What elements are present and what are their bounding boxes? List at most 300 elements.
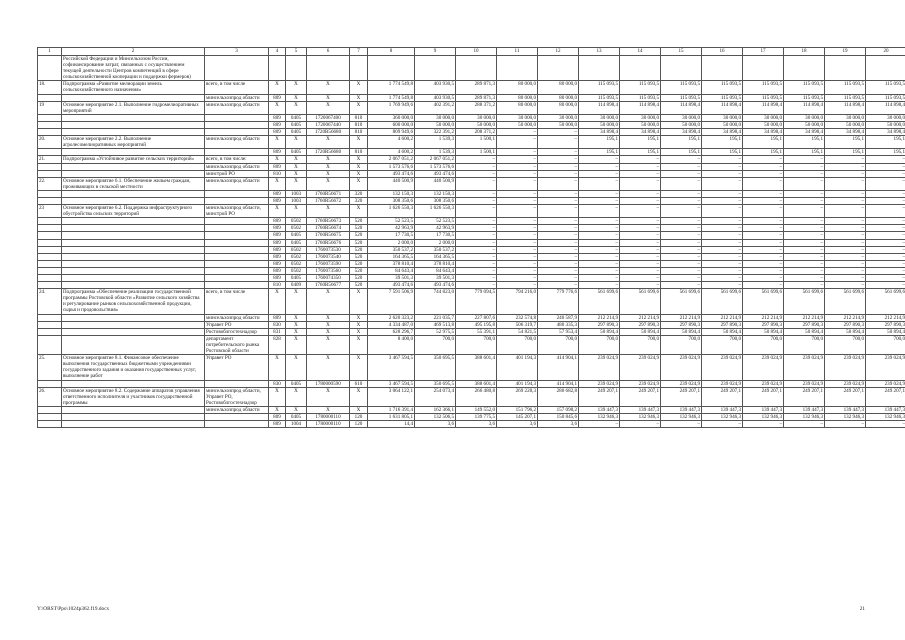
table-cell: 50 000,0 [456,121,497,128]
table-cell: – [743,421,784,428]
table-cell: 80 000,0 [538,94,579,101]
table-cell [62,190,205,197]
table-cell: – [743,232,784,239]
table-cell: – [825,282,866,289]
header-col-number: 1 [38,48,62,56]
header-col-number: 11 [497,48,538,56]
table-cell: 18. [38,81,62,94]
table-cell: 212 214,9 [784,314,825,321]
table-cell: 3 064 122,1 [368,387,415,406]
table-cell: 402 391,2 [415,101,456,114]
table-cell: – [538,149,579,156]
table-cell: 700,0 [620,335,661,354]
table-cell: 132 946,3 [661,413,702,420]
table-cell: 139 447,3 [661,406,702,413]
table-cell: – [661,282,702,289]
table-cell: 809 [269,121,286,128]
table-cell [38,56,62,81]
table-cell: 132 946,3 [579,413,620,420]
table-cell: 1003 [286,197,307,204]
table-cell: 297 890,3 [579,321,620,328]
table-cell: 1 626 550,3 [368,205,415,218]
table-cell: – [784,253,825,260]
table-cell: – [702,275,743,282]
table-cell: X [350,406,368,413]
table-cell: X [269,355,286,380]
table-cell: 50 894,4 [743,328,784,335]
table-cell: – [702,197,743,204]
table-row [38,246,905,253]
table-cell: 1720R56680 [307,149,350,156]
table-row [38,121,905,128]
table-cell: Основное мероприятие 8.1. Финансовое обеспечение выполнения государственных бюджетными учреждениями государственного задания и оказания государственных услуг, выполнение работ [62,355,205,380]
table-cell: 1760073530 [307,246,350,253]
table-cell: 297 890,3 [825,321,866,328]
table-cell: 212 214,9 [579,314,620,321]
table-cell: X [350,387,368,406]
table-cell [38,218,62,225]
table-cell: X [307,156,350,163]
table-cell: – [538,156,579,163]
table-cell: – [825,246,866,253]
table-cell: 700,0 [784,335,825,354]
table-cell: – [579,239,620,246]
table-cell: – [497,246,538,253]
table-cell: X [350,94,368,101]
table-cell: 1 774 549,8 [368,81,415,94]
table-cell: 7 591 506,9 [368,289,415,314]
table-cell [205,129,269,136]
table-row [38,314,905,321]
table-cell: X [269,406,286,413]
table-cell: – [784,170,825,177]
table-cell: 1720R56680 [307,129,350,136]
table-cell: 810 [350,129,368,136]
table-cell: – [784,232,825,239]
table-cell: 120 [350,421,368,428]
table-cell: 809 [269,163,286,170]
table-cell: 23 [38,205,62,218]
table-cell: X [286,314,307,321]
table-cell: 0405 [286,114,307,121]
table-cell: – [620,218,661,225]
table-cell: X [269,81,286,94]
table-cell: 1760073560 [307,267,350,274]
table-cell: 239 024,9 [825,355,866,380]
table-row [38,177,905,190]
table-cell: 440 500,9 [415,177,456,190]
table-row [38,253,905,260]
table-cell: 320 [350,190,368,197]
table-cell: 779 776,6 [538,289,579,314]
table-cell: – [866,275,905,282]
header-col-number: 3 [205,48,269,56]
table-cell [702,56,743,81]
table-cell [62,170,205,177]
table-cell: 1760074350 [307,275,350,282]
table-cell [38,246,62,253]
table-cell: 50 000,0 [825,121,866,128]
table-cell: 115 093,5 [620,94,661,101]
table-cell: – [866,267,905,274]
table-cell: 297 890,3 [702,321,743,328]
table-cell: – [661,260,702,267]
table-cell: – [579,190,620,197]
table-cell: X [350,205,368,218]
table-cell: X [286,94,307,101]
table-cell: – [743,197,784,204]
table-cell: – [743,177,784,190]
table-cell: 132 946,3 [825,413,866,420]
table-cell: – [702,225,743,232]
table-cell: 249 207,1 [825,387,866,406]
table-cell: X [269,387,286,406]
table-cell [205,190,269,197]
table-cell [205,149,269,156]
table-cell: Подпрограмма «Развитие мелиорации земель сельскохозяйственного назначения» [62,81,205,94]
table-cell [62,282,205,289]
table-cell: 493 474,6 [368,170,415,177]
table-cell: 50 000,0 [538,121,579,128]
table-cell: X [307,205,350,218]
table-row [38,335,905,354]
table-cell: 520 [350,275,368,282]
table-cell: 239 024,9 [661,355,702,380]
table-cell: – [866,205,905,218]
table-body [38,56,905,428]
table-cell: 249 207,1 [661,387,702,406]
table-cell: – [620,246,661,253]
table-cell: – [866,282,905,289]
table-cell: 20. [38,136,62,149]
table-cell: Основное мероприятие 2.2. Выполнение агролесомелиоративных мероприятий [62,136,205,149]
table-cell: 30 000,0 [620,114,661,121]
table-cell [38,239,62,246]
table-row [38,260,905,267]
table-cell [743,56,784,81]
table-cell: – [661,170,702,177]
table-cell: 120 [350,413,368,420]
table-cell: 157 098,2 [538,406,579,413]
table-cell: 132 150,3 [368,190,415,197]
table-cell: – [620,239,661,246]
table-cell: 266 480,8 [456,387,497,406]
table-cell: X [286,335,307,354]
table-cell: 809 [269,239,286,246]
table-cell: – [456,253,497,260]
table-cell: 80 000,0 [497,101,538,114]
file-path: Y:\ORST\Ppo\1024p362.f19.docx [37,606,110,612]
table-cell: 212 214,9 [866,314,905,321]
table-cell: 809 [269,197,286,204]
table-cell: 288 371,2 [456,101,497,114]
table-cell [38,260,62,267]
table-cell [38,232,62,239]
table-cell: – [456,239,497,246]
table-cell: 30 000,0 [497,114,538,121]
table-cell: – [538,136,579,149]
table-cell: – [784,156,825,163]
table-cell: 4 334 487,0 [368,321,415,328]
table-cell: 809 [269,218,286,225]
table-cell: 350 695,5 [415,355,456,380]
table-cell: 19 [38,101,62,114]
table-cell: – [497,253,538,260]
table-cell: – [825,177,866,190]
table-cell: 195,1 [702,149,743,156]
table-cell: Подпрограмма «Устойчивое развитие сельских территорий» [62,156,205,163]
table-row [38,239,905,246]
table-cell: X [286,406,307,413]
table-cell: – [579,275,620,282]
table-cell: 779 094,5 [456,289,497,314]
table-cell: 520 [350,246,368,253]
table-cell: – [620,275,661,282]
table-cell: 700,0 [538,335,579,354]
table-cell: 4 600,2 [368,136,415,149]
table-cell: X [350,177,368,190]
table-cell: X [307,94,350,101]
table-cell: X [350,170,368,177]
table-cell [38,335,62,354]
table-cell: минсельхозпрод области [205,314,269,321]
table-cell: – [661,232,702,239]
table-cell: – [456,260,497,267]
table-cell: Подпрограмма «Обеспечение реализации государственной программы Ростовской области «Развитие сельского хозяйства и регулирование рынков сельскохозяйственной продукции, сырья и продовольствия» [62,289,205,314]
table-cell: 809 [269,421,286,428]
table-cell: – [743,282,784,289]
table-cell: 297 890,3 [661,321,702,328]
table-cell [62,406,205,413]
table-cell [825,56,866,81]
table-cell: 388 601,4 [456,380,497,387]
table-cell: – [538,163,579,170]
table-cell: 2 000,0 [415,239,456,246]
table-cell [38,380,62,387]
table-cell: 30 000,0 [784,114,825,121]
table-cell: 115 093,5 [825,94,866,101]
table-cell: 289 871,3 [456,94,497,101]
table-cell: 30 000,0 [661,114,702,121]
table-cell: – [579,232,620,239]
table-cell [62,114,205,121]
table-cell: Ростовоблгостехнадзор [205,328,269,335]
table-cell [38,406,62,413]
table-cell: 50 000,0 [784,121,825,128]
table-cell: 239 024,9 [702,355,743,380]
table-cell: – [538,282,579,289]
table-cell: 26. [38,387,62,406]
table-cell: 115 093,5 [702,81,743,94]
table-cell: 809 [269,225,286,232]
table-cell: 80 000,0 [497,81,538,94]
table-cell: 34 898,4 [702,129,743,136]
table-cell: – [702,260,743,267]
table-cell: 561 699,6 [620,289,661,314]
table-cell: X [269,177,286,190]
table-cell: – [620,421,661,428]
table-cell: 810 [350,149,368,156]
table-row [38,170,905,177]
table-cell: 1760R56675 [307,232,350,239]
table-cell: 1760R56671 [307,190,350,197]
table-cell: 114 898,4 [866,101,905,114]
table-cell: 561 699,6 [866,289,905,314]
table-cell: 239 024,9 [579,355,620,380]
table-cell: – [702,156,743,163]
table-cell: 195,1 [743,149,784,156]
table-cell: – [579,218,620,225]
table-cell [38,282,62,289]
table-cell: 0502 [286,267,307,274]
table-cell [62,225,205,232]
table-cell: – [825,260,866,267]
table-cell: 132 946,3 [743,413,784,420]
table-cell: – [866,197,905,204]
table-cell [38,149,62,156]
table-cell: – [702,253,743,260]
table-cell: – [497,156,538,163]
table-cell [497,56,538,81]
table-cell: 1 716 391,4 [368,406,415,413]
table-cell [38,225,62,232]
table-cell: 700,0 [743,335,784,354]
table-cell: минсельхозпрод области [205,163,269,170]
table-cell: 700,0 [661,335,702,354]
table-cell: X [307,101,350,114]
table-cell: – [784,205,825,218]
table-cell: 139 447,3 [866,406,905,413]
table-cell: 350 537,2 [368,246,415,253]
table-cell: 139 447,3 [620,406,661,413]
table-cell: 42 963,9 [415,225,456,232]
table-cell: – [620,170,661,177]
table-cell: 195,1 [702,136,743,149]
table-cell: – [866,260,905,267]
table-cell: 114 898,4 [620,101,661,114]
table-cell: – [784,239,825,246]
table-cell: 50 894,4 [620,328,661,335]
table-cell: 520 [350,282,368,289]
table-cell: 195,1 [579,149,620,156]
table-cell: – [497,239,538,246]
table-cell [38,190,62,197]
table-cell: – [456,225,497,232]
table-cell: – [661,190,702,197]
table-row [38,421,905,428]
table-cell: 50 894,4 [661,328,702,335]
table-cell: 1780000110 [307,413,350,420]
table-cell: 50 000,0 [415,121,456,128]
table-cell: X [269,289,286,314]
table-cell: – [579,163,620,170]
table-cell: 520 [350,239,368,246]
table-cell: 30 000,0 [538,114,579,121]
table-cell: – [579,170,620,177]
table-cell: 830 [269,321,286,328]
table-cell: – [661,246,702,253]
table-cell: 139 447,3 [784,406,825,413]
table-cell: – [497,218,538,225]
table-cell: 809 [269,114,286,121]
table-cell: 2 067 051,2 [415,156,456,163]
table-cell: – [497,170,538,177]
table-cell: – [456,177,497,190]
table-cell: – [620,267,661,274]
table-cell: – [620,197,661,204]
table-row [38,267,905,274]
table-cell: 700,0 [579,335,620,354]
table-cell: – [620,205,661,218]
table-cell: 1760R56677 [307,282,350,289]
table-cell: минсельхозпрод области, Управет РО, Ростовоблгостехнадзор [205,387,269,406]
table-cell [38,413,62,420]
table-cell: 610 [350,380,368,387]
table-cell: – [661,205,702,218]
table-cell: 809 [269,253,286,260]
header-col-number: 13 [579,48,620,56]
table-cell: 17 730,5 [368,232,415,239]
table-cell: 0502 [286,260,307,267]
table-cell: – [538,267,579,274]
table-cell [38,314,62,321]
table-cell: 39 501,3 [368,275,415,282]
table-cell: 195,1 [743,136,784,149]
table-cell [62,380,205,387]
table-cell: – [538,232,579,239]
table-cell: – [661,218,702,225]
table-cell: – [825,218,866,225]
table-cell [205,232,269,239]
table-cell: – [702,239,743,246]
table-cell: X [350,321,368,328]
table-cell: – [538,275,579,282]
table-cell: 561 699,6 [579,289,620,314]
table-cell: 195,1 [784,149,825,156]
table-cell: 809 [269,413,286,420]
table-cell: – [825,205,866,218]
table-cell: 254 073,4 [415,387,456,406]
table-cell: – [702,218,743,225]
table-cell: 30 000,0 [456,114,497,121]
table-cell: 809 [269,94,286,101]
table-cell: X [307,335,350,354]
table-cell: департамент потребительского рынка Ростовской области [205,335,269,354]
table-cell: 232 574,8 [497,314,538,321]
table-cell: 30 000,0 [866,114,905,121]
table-cell: 600 000,0 [368,121,415,128]
table-cell: – [620,190,661,197]
table-cell: 195,1 [784,136,825,149]
table-cell: X [286,81,307,94]
table-cell: 162 366,1 [415,406,456,413]
table-cell: 34 898,4 [825,129,866,136]
table-row [38,197,905,204]
table-cell: 1 539,3 [415,149,456,156]
table-cell: – [456,190,497,197]
header-col-number: 14 [620,48,661,56]
table-cell: X [350,163,368,170]
table-cell: – [784,197,825,204]
table-cell: 4 600,2 [368,149,415,156]
table-cell [205,421,269,428]
table-cell: 700,0 [497,335,538,354]
table-cell: 115 093,5 [825,81,866,94]
table-cell: 114 898,4 [702,101,743,114]
header-col-number: 18 [784,48,825,56]
table-cell: 80 000,0 [538,101,579,114]
table-cell: 208 371,2 [456,129,497,136]
